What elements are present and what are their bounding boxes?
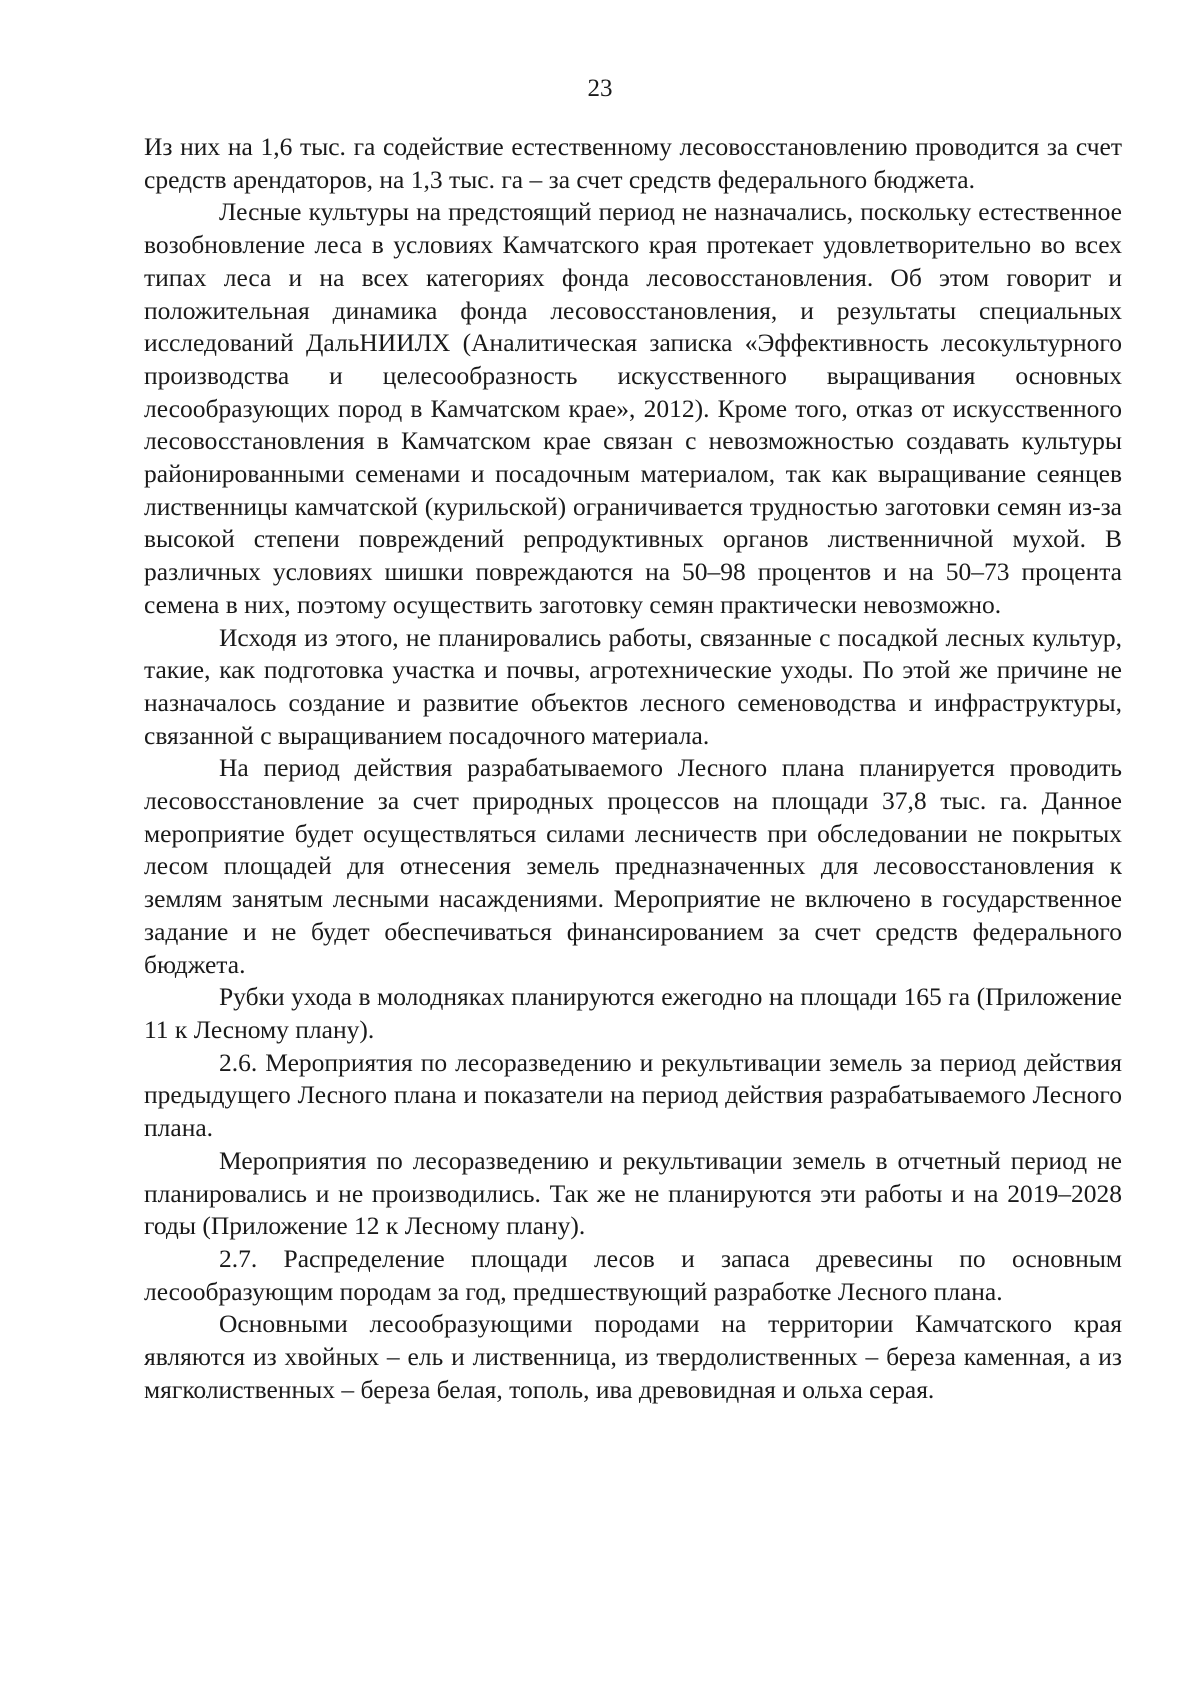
paragraph-main-species: Основными лесообразующими породами на территории Камчатского края являются из хвойных – ель и лиственница, из твердолиственных – береза каменная, а из мягколиственных – береза белая, тополь, ива древовидная и ольха серая. (144, 1309, 1122, 1404)
page-number: 23 (587, 75, 613, 102)
document-body (144, 131, 1122, 1406)
section-heading-2-6: 2.6. Мероприятия по лесоразведению и рекультивации земель за период действия предыдущего Лесного плана и показатели на период действия разрабатываемого Лесного плана. (144, 1047, 1122, 1143)
paragraph-planting-not-planned: Исходя из этого, не планировались работы, связанные с посадкой лесных культур, такие, как подготовка участка и почвы, агротехнические уходы. По этой же причине не назначалось создание и развитие объектов лесного семеноводства и инфраструктуры, связанной с выращиванием посадочного материала. (144, 622, 1122, 750)
paragraph-natural-regeneration: На период действия разрабатываемого Лесного плана планируется проводить лесовосстановление за счет природных процессов на площади 37,8 тыс. га. Данное мероприятие будет осуществляться силами лесничеств при обследовании не покрытых лесом площадей для отнесения земель предназначенных для лесовосстановления к землям занятым лесными насаждениями. Мероприятие не включено в государственное задание и не будет обеспечиваться финансированием за счет средств федерального бюджета. (144, 753, 1122, 979)
paragraph-continuation: Из них на 1,6 тыс. га содействие естественному лесовосстановлению проводится за счет средств арендаторов, на 1,3 тыс. га – за счет средств федерального бюджета. (144, 132, 1122, 194)
paragraph-young-stand-thinning: Рубки ухода в молодняках планируются ежегодно на площади 165 га (Приложение 11 к Лесному плану). (144, 982, 1122, 1044)
paragraph-forest-cultures: Лесные культуры на предстоящий период не назначались, поскольку естественное возобновление леса в условиях Камчатского края протекает удовлетворительно во всех типах леса и на всех категориях фонда лесовосстановления. Об этом говорит и положительная динамика фонда лесовосстановления, и результаты специальных исследований ДальНИИЛХ (Аналитическая записка «Эффективность лесокультурного производства и целесообразность искусственного выращивания основных лесообразующих пород в Камчатском крае», 2012). Кроме того, отказ от искусственного лесовосстановления в Камчатском крае связан с невозможностью создавать культуры районированными семенами и посадочным материалом, так как выращивание сеянцев лиственницы камчатской (курильской) ограничивается трудностью заготовки семян из-за высокой степени повреждений репродуктивных органов лиственничной мухой. В различных условиях шишки повреждаются на 50–98 процентов и на 50–73 процента семена в них, поэтому осуществить заготовку семян практически невозможно. (144, 197, 1122, 619)
paragraph-afforestation: Мероприятия по лесоразведению и рекультивации земель в отчетный период не планировались и не производились. Так же не планируются эти работы и на 2019–2028 годы (Приложение 12 к Лесному плану). (144, 1145, 1122, 1241)
section-heading-2-7: 2.7. Распределение площади лесов и запаса древесины по основным лесообразующим породам за год, предшествующий разработке Лесного плана. (144, 1243, 1122, 1306)
